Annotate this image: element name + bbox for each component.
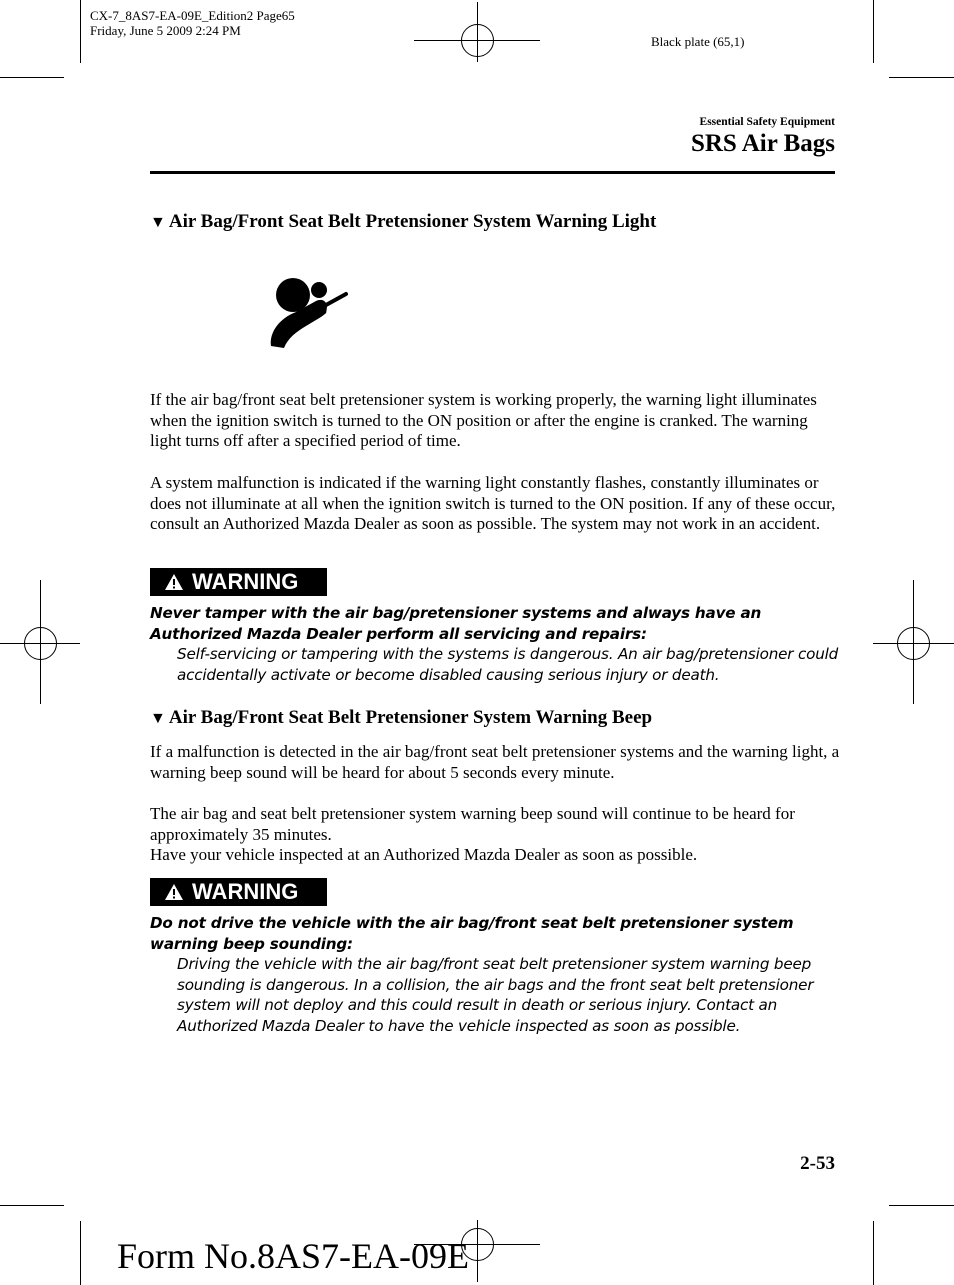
page-title: SRS Air Bags <box>690 130 835 157</box>
paragraph: If a malfunction is detected in the air bag/front seat belt pretensioner systems and the warning light, a warning beep sound will be heard for about 5 seconds every minute. <box>150 742 840 782</box>
warning-triangle-icon <box>164 883 184 901</box>
triangle-marker-icon: ▼ <box>150 710 166 727</box>
paragraph: A system malfunction is indicated if the warning light constantly flashes, constantly illuminates or does not illuminate at all when the ignition switch is turned to the ON position. If any of these occur, consult an Authorized Mazda Dealer as soon as possible. The system may not work in an accident. <box>150 473 836 534</box>
airbag-warning-light-icon <box>266 272 350 352</box>
warning-badge: WARNING <box>150 568 327 596</box>
triangle-marker-icon: ▼ <box>150 214 166 231</box>
warning-headline: Do not drive the vehicle with the air bag/front seat belt pretensioner system warning beep sounding: <box>150 914 794 953</box>
print-info <box>90 8 295 38</box>
title-divider <box>150 171 835 174</box>
page-number: 2-53 <box>800 1153 835 1174</box>
paragraph: Have your vehicle inspected at an Authorized Mazda Dealer as soon as possible. <box>150 845 698 864</box>
warning-headline: Never tamper with the air bag/pretensioner systems and always have an Authorized Mazda Dealer perform all servicing and repairs: <box>150 604 762 643</box>
form-number: Form No.8AS7-EA-09E <box>117 1236 469 1276</box>
section-label: Essential Safety Equipment <box>699 116 835 128</box>
section-heading-warning-light: ▼ Air Bag/Front Seat Belt Pretensioner System Warning Light <box>150 211 657 232</box>
plate-label: Black plate (65,1) <box>651 34 745 49</box>
warning-badge: WARNING <box>150 878 327 906</box>
section-heading-warning-beep: ▼ Air Bag/Front Seat Belt Pretensioner System Warning Beep <box>150 707 653 728</box>
print-file-name: CX-7_8AS7-EA-09E_Edition2 Page65 <box>90 8 295 23</box>
warning-triangle-icon <box>164 573 184 591</box>
warning-body: Self-servicing or tampering with the systems is dangerous. An air bag/pretensioner could accidentally activate or become disabled causing serious injury or death. <box>177 645 839 684</box>
print-timestamp: Friday, June 5 2009 2:24 PM <box>90 23 241 38</box>
warning-body: Driving the vehicle with the air bag/front seat belt pretensioner system warning beep sounding is dangerous. In a collision, the air bags and the front seat belt pretensioner system will not deploy and this could result in death or serious injury. Contact an Authorized Mazda Dealer to have the vehicle inspected as soon as possible. <box>177 955 814 1036</box>
paragraph: If the air bag/front seat belt pretensioner system is working properly, the warning light illuminates when the ignition switch is turned to the ON position or after the engine is cranked. The warning light turns off after a specified period of time. <box>150 390 817 451</box>
paragraph: The air bag and seat belt pretensioner system warning beep sound will continue to be heard for approximately 35 minutes. <box>150 804 795 844</box>
